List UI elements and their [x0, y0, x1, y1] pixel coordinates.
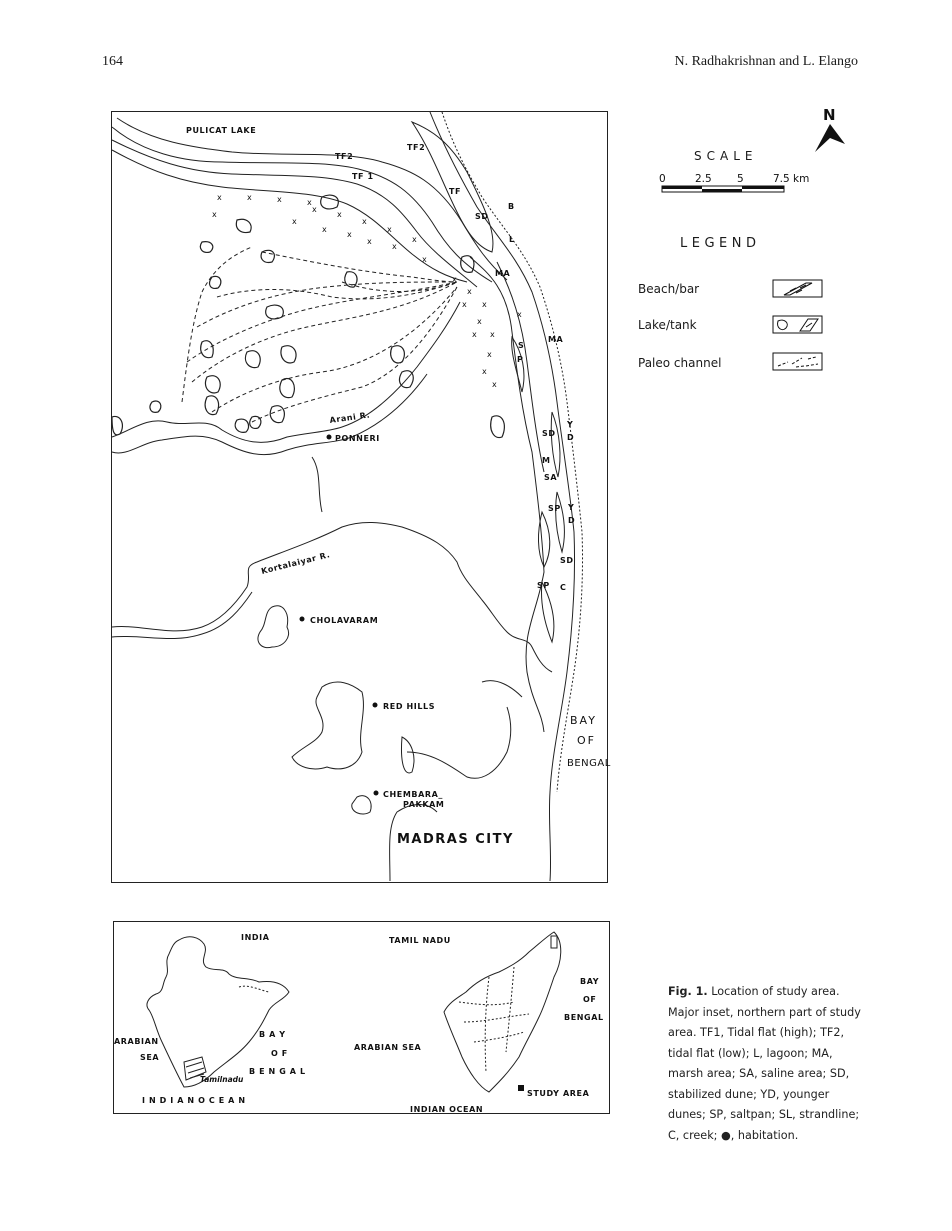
pulicat-shore-1: [117, 118, 507, 280]
svg-text:x: x: [482, 300, 487, 309]
ponneri-road: [312, 457, 322, 512]
habitation-dots: [300, 435, 379, 796]
running-head-authors: N. Radhakrishnan and L. Elango: [674, 54, 858, 69]
svg-text:x: x: [462, 300, 467, 309]
legend-item-lake-tank: Lake/tank: [638, 318, 697, 332]
svg-text:x: x: [477, 317, 482, 326]
legend-item-paleo-channel: Paleo channel: [638, 356, 722, 370]
label-ma-3: M: [542, 456, 551, 465]
label-sd-2: SD: [542, 429, 556, 438]
inset-map-drawing: [114, 922, 608, 1112]
tidal-flat-marks: [212, 193, 525, 389]
red-hills-lake: [292, 682, 363, 769]
caption-label: Fig. 1.: [668, 985, 708, 998]
svg-text:x: x: [292, 217, 297, 226]
svg-text:x: x: [467, 287, 472, 296]
coastline: [430, 112, 575, 881]
india-internal: [239, 986, 269, 992]
label-yd-1: Y: [567, 420, 574, 429]
arani-river: [112, 302, 460, 442]
label-pulicat-lake: PULICAT LAKE: [186, 126, 257, 135]
sp-patch-3: [541, 582, 553, 642]
inset-indian-ocean-1: I N D I A N O C E A N: [142, 1096, 246, 1105]
svg-text:x: x: [487, 350, 492, 359]
lagoon-west-line: [470, 257, 544, 732]
chembarapakkam-lake: [401, 737, 413, 773]
label-sd-3: SD: [560, 556, 574, 565]
svg-text:x: x: [277, 195, 282, 204]
label-sp-2: SP: [548, 504, 561, 513]
svg-text:x: x: [217, 193, 222, 202]
svg-text:x: x: [422, 255, 427, 264]
label-sp-1: S: [518, 341, 525, 350]
label-chembarapakkam-2: PAKKAM: [403, 800, 445, 809]
svg-text:x: x: [387, 225, 392, 234]
label-arani-river: Arani R.: [329, 410, 371, 425]
inset-sea: SEA: [140, 1053, 160, 1062]
india-outline: [147, 937, 289, 1087]
svg-text:x: x: [362, 217, 367, 226]
inset-study-area: STUDY AREA: [527, 1089, 590, 1098]
inset-tn-of: OF: [583, 995, 597, 1004]
svg-text:x: x: [247, 193, 252, 202]
label-tf-small: TF: [449, 187, 462, 196]
label-p-1: P: [517, 355, 524, 364]
label-sp-3: SP: [537, 581, 550, 590]
label-c: C: [560, 583, 567, 592]
inset-tn-arabian-sea: ARABIAN SEA: [354, 1043, 422, 1052]
label-of: OF: [577, 734, 596, 747]
label-d-1: D: [567, 433, 575, 442]
label-tf2-b: TF2: [407, 143, 426, 152]
inset-of: O F: [271, 1049, 288, 1058]
label-yd-2: Y: [568, 503, 575, 512]
svg-text:x: x: [212, 210, 217, 219]
label-bengal: BENGAL: [567, 758, 611, 769]
channel-2: [482, 681, 522, 697]
tf1-line-2: [112, 150, 467, 282]
label-l: L: [509, 235, 515, 244]
adyar-channel: [407, 707, 511, 778]
inset-map: [113, 921, 610, 1114]
inset-tn-bay: BAY: [580, 977, 600, 986]
inset-tn-bengal: BENGAL: [564, 1013, 604, 1022]
caption-text: Location of study area. Major inset, northern part of study area. TF1, Tidal flat (high); TF2, tidal flat (low); L, lagoon; MA, marsh area; SA, saline area; SD, stabilized dune; YD, younger dunes; SP, saltpan; SL, strandline; C, creek; ●, habitation.: [668, 985, 861, 1142]
scale-tick-0: 0: [659, 173, 666, 185]
svg-text:x: x: [452, 275, 457, 284]
pulicat-shore-2: [112, 127, 492, 282]
label-ma-2: MA: [548, 335, 564, 344]
svg-text:x: x: [492, 380, 497, 389]
main-map-drawing: [112, 112, 611, 881]
beach-bar-symbol: [772, 279, 824, 299]
north-label: N: [823, 106, 836, 124]
label-tf1: TF 1: [352, 172, 374, 181]
figure-caption: [668, 982, 868, 1146]
svg-text:x: x: [482, 367, 487, 376]
label-b: B: [508, 202, 515, 211]
study-area-marker-icon: [518, 1085, 524, 1091]
svg-text:x: x: [347, 230, 352, 239]
svg-text:x: x: [322, 225, 327, 234]
lagoon-line-2: [497, 262, 544, 472]
tf1-line: [112, 140, 477, 287]
sp-patch-2: [538, 512, 549, 567]
coast-beach-line: [442, 112, 583, 792]
svg-text:x: x: [517, 310, 522, 319]
inset-bay: B A Y: [259, 1030, 286, 1039]
paleo-channel-symbol: [772, 352, 824, 372]
kortalaiyar-bank: [112, 592, 252, 639]
inset-bengal: B E N G A L: [249, 1067, 306, 1076]
label-madras-city: MADRAS CITY: [397, 832, 514, 847]
label-ponneri: PONNERI: [335, 434, 380, 443]
label-sd-1: SD: [475, 212, 489, 221]
yd-patch-2: [556, 492, 565, 552]
tanks: [112, 195, 504, 437]
north-arrow: [810, 104, 850, 156]
lake-tank-symbol: [772, 315, 824, 335]
scale-bar: [655, 170, 825, 200]
north-arrow-icon: [815, 124, 845, 152]
scale-tick-2: 5: [737, 173, 744, 185]
page-number: 164: [102, 54, 123, 69]
kortalaiyar-river: [112, 522, 552, 672]
svg-text:x: x: [367, 237, 372, 246]
svg-text:x: x: [337, 210, 342, 219]
label-ma-1: MA: [495, 269, 511, 278]
inset-tamilnadu: Tamilnadu: [200, 1075, 244, 1084]
inset-indian-ocean-2: INDIAN OCEAN: [410, 1105, 484, 1114]
svg-text:x: x: [412, 235, 417, 244]
small-lake-south: [352, 796, 371, 814]
district-boundaries: [459, 967, 529, 1072]
paleo-channels: [182, 247, 457, 422]
yd-patch: [551, 412, 560, 477]
label-tf2-a: TF2: [335, 152, 354, 161]
scale-tick-1: 2.5: [695, 173, 712, 185]
label-chembarapakkam-1: CHEMBARA_: [383, 790, 444, 799]
scale-title: SCALE: [694, 149, 758, 163]
label-kortalaiyar: Kortalaiyar R.: [260, 550, 332, 576]
tamil-nadu-outline: [444, 932, 561, 1092]
cholavaram-lake: [258, 606, 289, 648]
label-cholavaram: CHOLAVARAM: [310, 616, 379, 625]
scale-tick-3: 7.5 km: [773, 173, 810, 185]
svg-text:x: x: [490, 330, 495, 339]
inset-india-title: INDIA: [241, 933, 270, 942]
legend-title: LEGEND: [680, 236, 761, 251]
svg-text:x: x: [392, 242, 397, 251]
svg-text:x: x: [312, 205, 317, 214]
svg-text:x: x: [472, 330, 477, 339]
study-area-box: [551, 936, 557, 948]
label-d-2: D: [568, 516, 576, 525]
svg-text:x: x: [307, 198, 312, 207]
main-map: [111, 111, 611, 883]
inset-arabian: ARABIAN: [114, 1037, 159, 1046]
legend-item-beach-bar: Beach/bar: [638, 282, 700, 296]
label-red-hills: RED HILLS: [383, 702, 436, 711]
inset-tamil-nadu-title: TAMIL NADU: [389, 936, 451, 945]
label-sa: SA: [544, 473, 558, 482]
label-bay: BAY: [570, 714, 597, 727]
